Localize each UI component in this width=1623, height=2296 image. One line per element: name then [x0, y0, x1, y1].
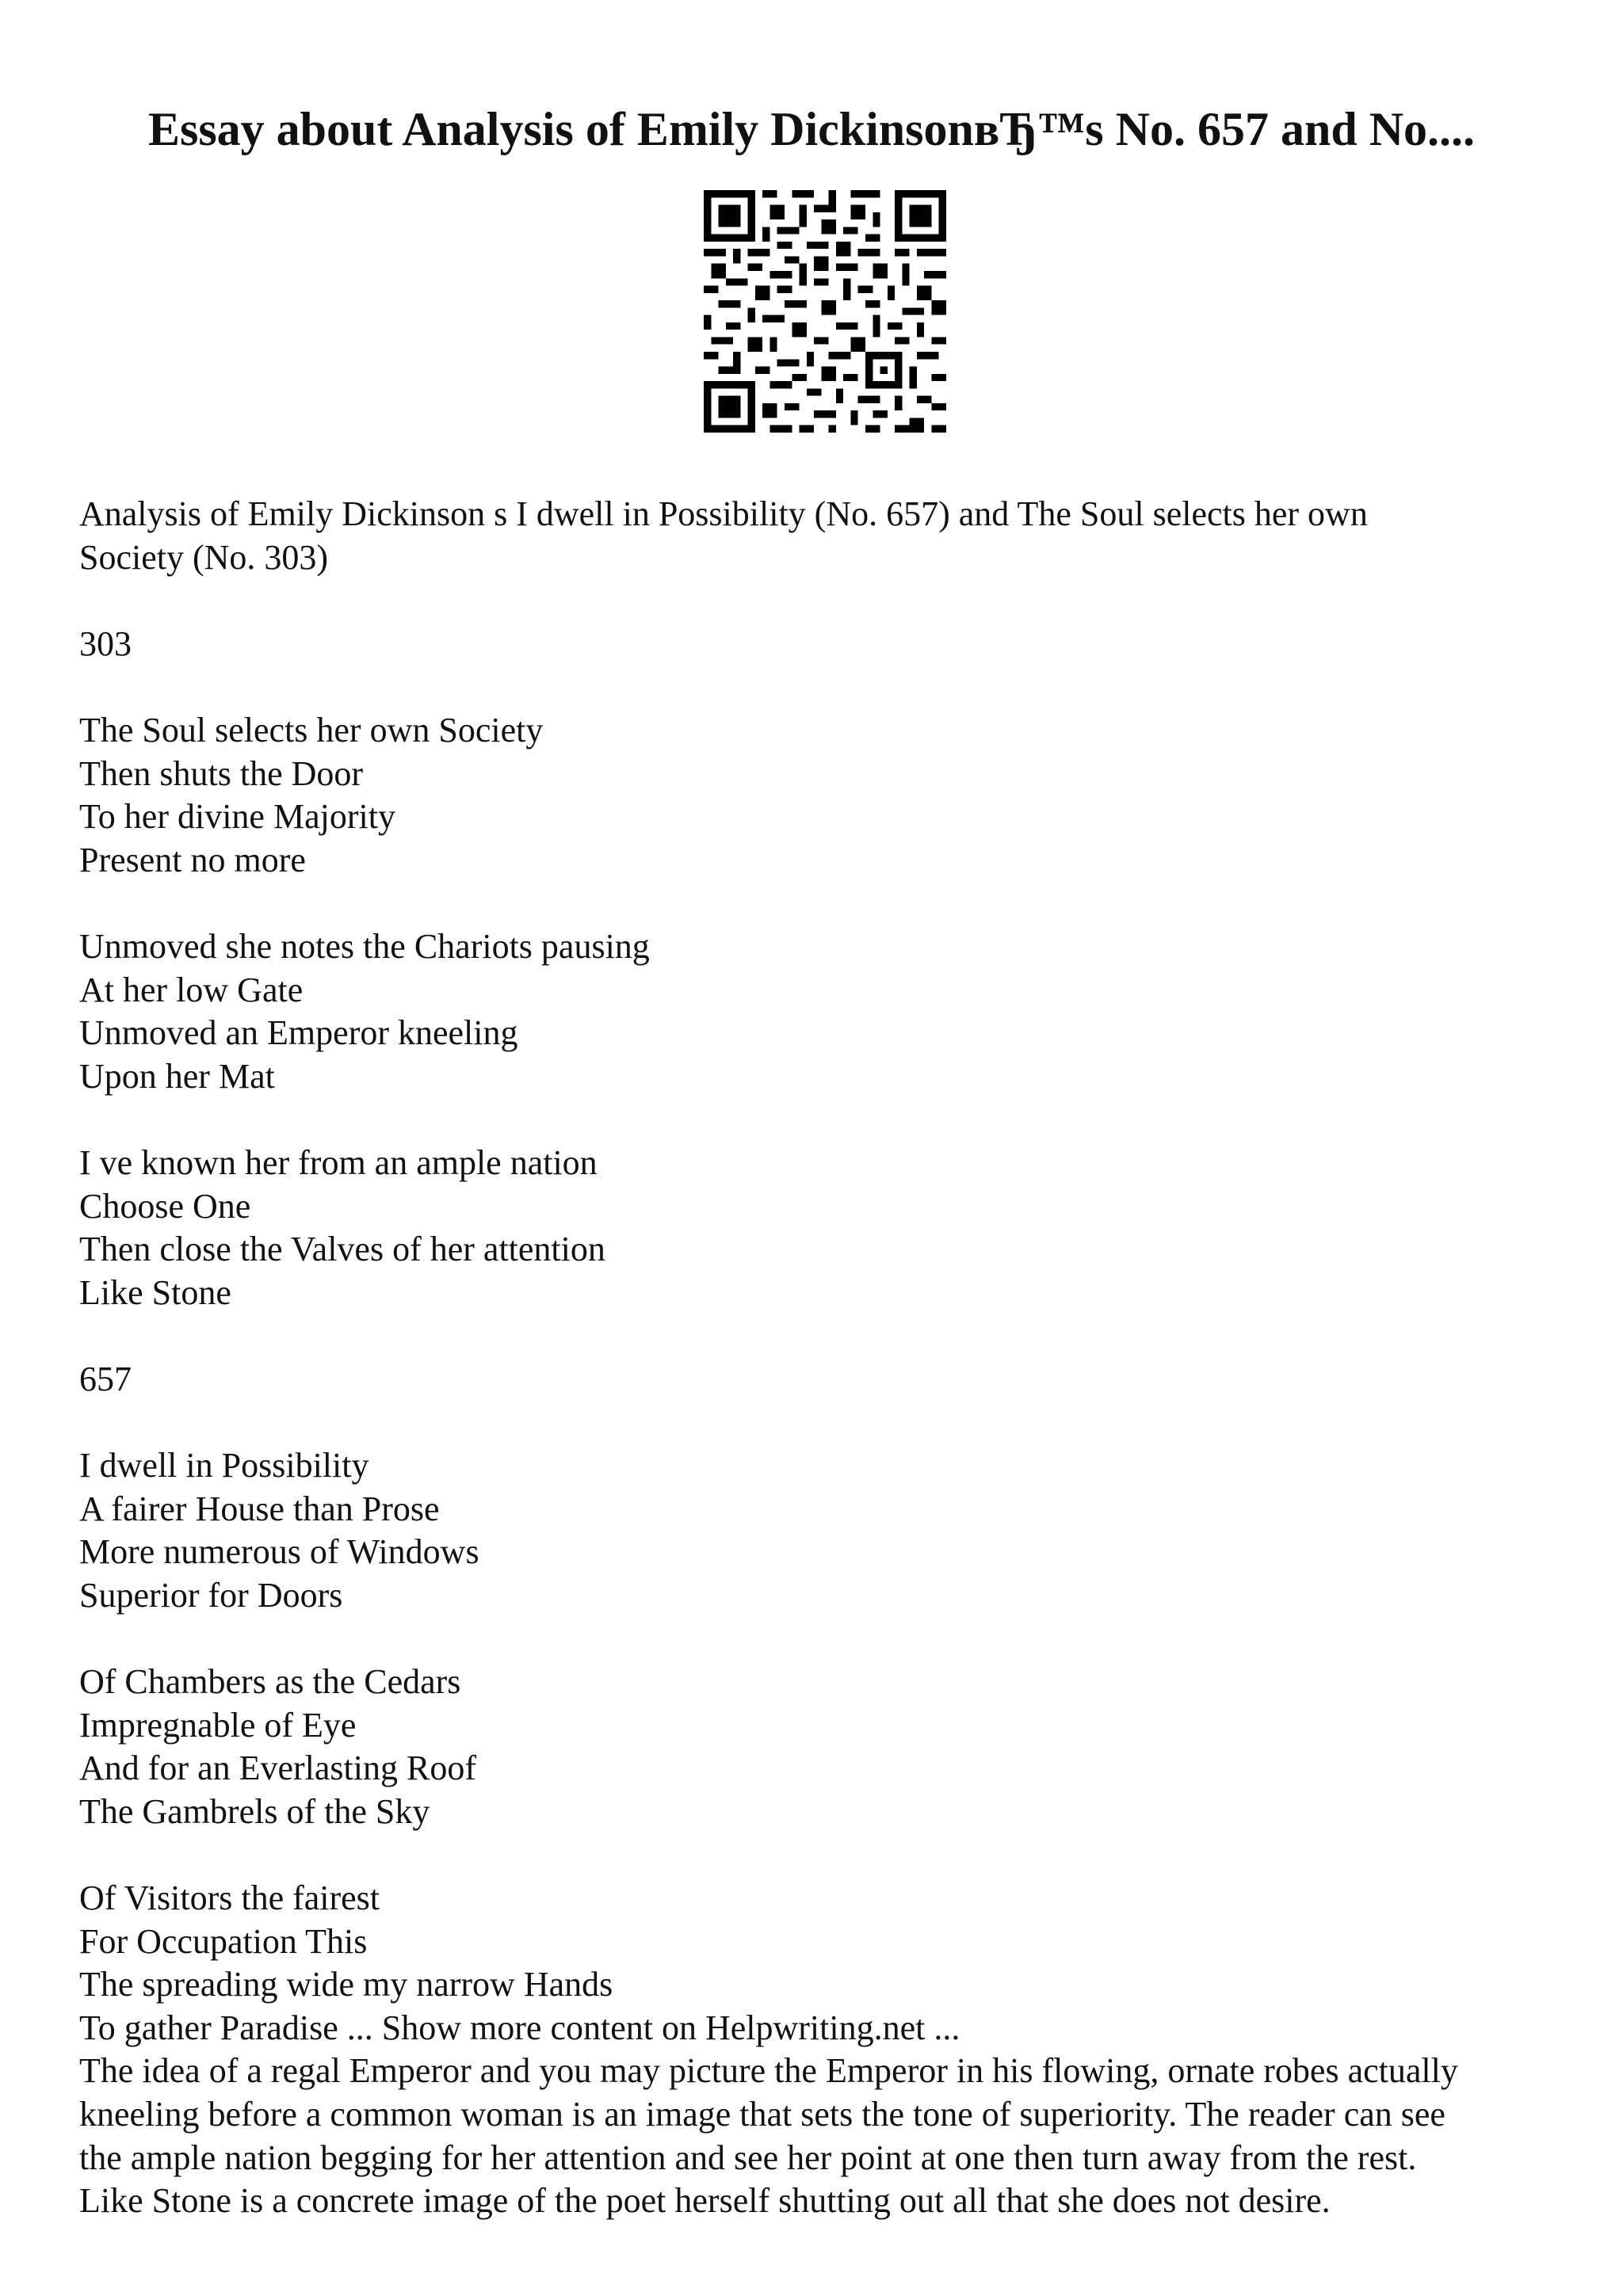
body-text-line: the ample nation begging for her attention and see her point at one then turn away from the rest.: [79, 2138, 1417, 2177]
poem-line: Like Stone: [79, 1272, 231, 1312]
body-text-line: Like Stone is a concrete image of the poet herself shutting out all that she does not desire.: [79, 2181, 1331, 2221]
poem-line: The spreading wide my narrow Hands: [79, 1965, 613, 2004]
qr-code: [704, 190, 946, 433]
poem-line: More numerous of Windows: [79, 1532, 479, 1572]
poem-line: And for an Everlasting Roof: [79, 1749, 476, 1788]
poem-line: Of Visitors the fairest: [79, 1878, 380, 1917]
poem-line: To gather Paradise ... Show more content on Helpwriting.net ...: [79, 2008, 960, 2047]
poem-line: I ve known her from an ample nation: [79, 1142, 598, 1182]
poem-line: Unmoved she notes the Chariots pausing: [79, 926, 650, 966]
poem-line: Present no more: [79, 840, 306, 879]
body-text-line: The idea of a regal Emperor and you may picture the Emperor in his flowing, ornate robes actually: [79, 2051, 1458, 2091]
poem-line: Upon her Mat: [79, 1056, 275, 1096]
poem-line: Impregnable of Eye: [79, 1705, 357, 1745]
poem-line: I dwell in Possibility: [79, 1446, 369, 1486]
document-title: Essay about Analysis of Emily DickinsonвЂ™s No. 657 and No....: [147, 103, 1476, 155]
poem-line: At her low Gate: [79, 970, 304, 1009]
poem-line: Choose One: [79, 1186, 251, 1226]
poem-line: A fairer House than Prose: [79, 1489, 440, 1528]
poem-line: The Gambrels of the Sky: [79, 1791, 430, 1831]
poem-number: 303: [79, 624, 132, 663]
document-body: [79, 493, 1569, 2223]
poem-line: Unmoved an Emperor kneeling: [79, 1013, 518, 1053]
poem-line: To her divine Majority: [79, 797, 395, 837]
poem-line: The Soul selects her own Society: [79, 710, 544, 749]
intro-line: Analysis of Emily Dickinson s I dwell in Possibility (No. 657) and The Soul selects her own: [79, 494, 1368, 533]
poem-number: 657: [79, 1359, 132, 1398]
poem-line: For Occupation This: [79, 1921, 368, 1961]
poem-line: Then close the Valves of her attention: [79, 1230, 605, 1269]
poem-line: Of Chambers as the Cedars: [79, 1662, 461, 1702]
intro-line: Society (No. 303): [79, 537, 329, 577]
body-text-line: kneeling before a common woman is an image that sets the tone of superiority. The reader can see: [79, 2094, 1445, 2134]
poem-line: Superior for Doors: [79, 1575, 343, 1615]
poem-line: Then shuts the Door: [79, 753, 364, 793]
